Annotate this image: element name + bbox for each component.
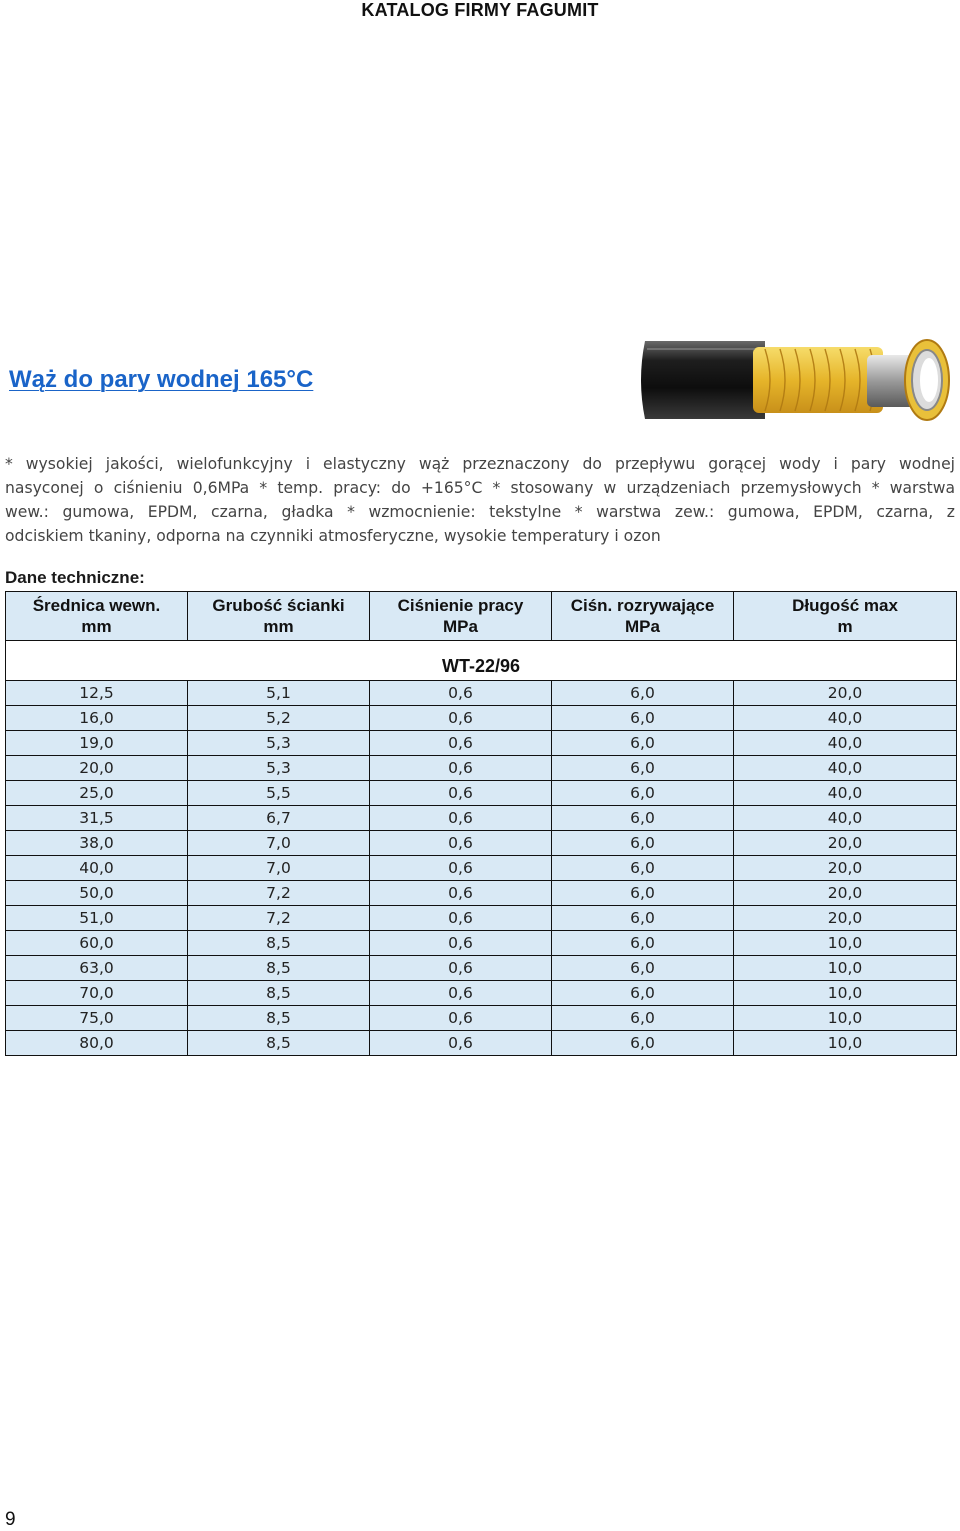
table-cell: 6,0 xyxy=(552,756,734,781)
table-cell: 0,6 xyxy=(370,681,552,706)
table-cell: 7,2 xyxy=(188,906,370,931)
table-cell: 8,5 xyxy=(188,981,370,1006)
table-row xyxy=(6,681,957,706)
table-cell: 0,6 xyxy=(370,731,552,756)
table-row xyxy=(6,781,957,806)
table-cell: 0,6 xyxy=(370,981,552,1006)
catalog-header: KATALOG FIRMY FAGUMIT xyxy=(361,0,599,20)
table-cell: 40,0 xyxy=(734,756,957,781)
table-row xyxy=(6,906,957,931)
table-cell: 40,0 xyxy=(734,706,957,731)
table-row xyxy=(6,756,957,781)
table-cell: 40,0 xyxy=(734,781,957,806)
table-cell: 0,6 xyxy=(370,1006,552,1031)
table-row xyxy=(6,956,957,981)
table-cell: 51,0 xyxy=(6,906,188,931)
description-line: * wysokiej jakości, wielofunkcyjny i elastyczny wąż przeznaczony do przepływu gorącej wody i pary wodnej xyxy=(5,455,955,473)
table-cell: 12,5 xyxy=(6,681,188,706)
table-cell: 40,0 xyxy=(734,731,957,756)
table-cell: 20,0 xyxy=(734,906,957,931)
table-cell: 25,0 xyxy=(6,781,188,806)
table-cell: 6,0 xyxy=(552,706,734,731)
column-header-diameter: Średnica wewn. mm xyxy=(6,592,188,641)
table-cell: 6,0 xyxy=(552,681,734,706)
table-body xyxy=(6,681,957,1056)
table-cell: 0,6 xyxy=(370,956,552,981)
table-cell: 38,0 xyxy=(6,831,188,856)
table-cell: 6,0 xyxy=(552,781,734,806)
column-header-burst-pressure: Ciśn. rozrywające MPa xyxy=(552,592,734,641)
table-cell: 6,7 xyxy=(188,806,370,831)
table-cell: 40,0 xyxy=(6,856,188,881)
description-line: wew.: gumowa, EPDM, czarna, gładka * wzmocnienie: tekstylne * warstwa zew.: gumowa, EPDM, czarna, z xyxy=(5,503,955,521)
product-title[interactable]: Wąż do pary wodnej 165°C xyxy=(9,366,314,393)
table-row xyxy=(6,806,957,831)
specs-heading: Dane techniczne: xyxy=(5,568,145,587)
table-cell: 80,0 xyxy=(6,1031,188,1056)
group-label: WT-22/96 xyxy=(6,641,957,681)
table-cell: 20,0 xyxy=(734,856,957,881)
table-header-row xyxy=(6,592,957,641)
table-cell: 6,0 xyxy=(552,931,734,956)
table-cell: 0,6 xyxy=(370,931,552,956)
table-cell: 0,6 xyxy=(370,806,552,831)
table-row xyxy=(6,856,957,881)
table-cell: 7,2 xyxy=(188,881,370,906)
table-cell: 20,0 xyxy=(734,681,957,706)
table-cell: 31,5 xyxy=(6,806,188,831)
table-cell: 0,6 xyxy=(370,781,552,806)
table-cell: 7,0 xyxy=(188,831,370,856)
specs-table xyxy=(5,591,957,1056)
table-row xyxy=(6,706,957,731)
table-cell: 40,0 xyxy=(734,806,957,831)
table-cell: 5,3 xyxy=(188,731,370,756)
table-cell: 16,0 xyxy=(6,706,188,731)
table-cell: 50,0 xyxy=(6,881,188,906)
table-cell: 6,0 xyxy=(552,1006,734,1031)
table-cell: 0,6 xyxy=(370,906,552,931)
steam-hose-cutaway-image xyxy=(635,335,953,425)
table-cell: 6,0 xyxy=(552,731,734,756)
table-row xyxy=(6,831,957,856)
table-cell: 0,6 xyxy=(370,1031,552,1056)
table-cell: 0,6 xyxy=(370,881,552,906)
table-cell: 10,0 xyxy=(734,1031,957,1056)
column-header-max-length: Długość max m xyxy=(734,592,957,641)
table-row xyxy=(6,931,957,956)
table-row xyxy=(6,1031,957,1056)
table-cell: 10,0 xyxy=(734,981,957,1006)
table-cell: 19,0 xyxy=(6,731,188,756)
table-cell: 5,5 xyxy=(188,781,370,806)
table-cell: 0,6 xyxy=(370,831,552,856)
table-cell: 8,5 xyxy=(188,1031,370,1056)
table-cell: 6,0 xyxy=(552,806,734,831)
table-row xyxy=(6,1006,957,1031)
column-header-working-pressure: Ciśnienie pracy MPa xyxy=(370,592,552,641)
table-cell: 8,5 xyxy=(188,956,370,981)
table-row xyxy=(6,731,957,756)
description-line: nasyconej o ciśnieniu 0,6MPa * temp. pracy: do +165°C * stosowany w urządzeniach przemysłowych * warstwa xyxy=(5,479,955,497)
table-cell: 0,6 xyxy=(370,706,552,731)
page-number: 9 xyxy=(5,1509,16,1530)
table-cell: 5,3 xyxy=(188,756,370,781)
table-cell: 0,6 xyxy=(370,756,552,781)
table-cell: 10,0 xyxy=(734,1006,957,1031)
table-cell: 6,0 xyxy=(552,856,734,881)
table-row xyxy=(6,981,957,1006)
table-cell: 6,0 xyxy=(552,981,734,1006)
table-cell: 5,2 xyxy=(188,706,370,731)
table-cell: 8,5 xyxy=(188,931,370,956)
product-description xyxy=(5,452,955,548)
table-cell: 60,0 xyxy=(6,931,188,956)
table-cell: 8,5 xyxy=(188,1006,370,1031)
table-cell: 6,0 xyxy=(552,831,734,856)
table-group-row xyxy=(6,641,957,681)
table-cell: 10,0 xyxy=(734,931,957,956)
table-cell: 75,0 xyxy=(6,1006,188,1031)
column-header-wall-thickness: Grubość ścianki mm xyxy=(188,592,370,641)
table-cell: 70,0 xyxy=(6,981,188,1006)
table-cell: 6,0 xyxy=(552,956,734,981)
table-cell: 63,0 xyxy=(6,956,188,981)
table-row xyxy=(6,881,957,906)
table-cell: 6,0 xyxy=(552,906,734,931)
description-line: odciskiem tkaniny, odporna na czynniki atmosferyczne, wysokie temperatury i ozon xyxy=(5,527,661,545)
table-cell: 6,0 xyxy=(552,1031,734,1056)
table-cell: 20,0 xyxy=(734,831,957,856)
table-cell: 7,0 xyxy=(188,856,370,881)
table-cell: 5,1 xyxy=(188,681,370,706)
table-cell: 0,6 xyxy=(370,856,552,881)
table-cell: 6,0 xyxy=(552,881,734,906)
table-cell: 10,0 xyxy=(734,956,957,981)
table-cell: 20,0 xyxy=(6,756,188,781)
table-cell: 20,0 xyxy=(734,881,957,906)
